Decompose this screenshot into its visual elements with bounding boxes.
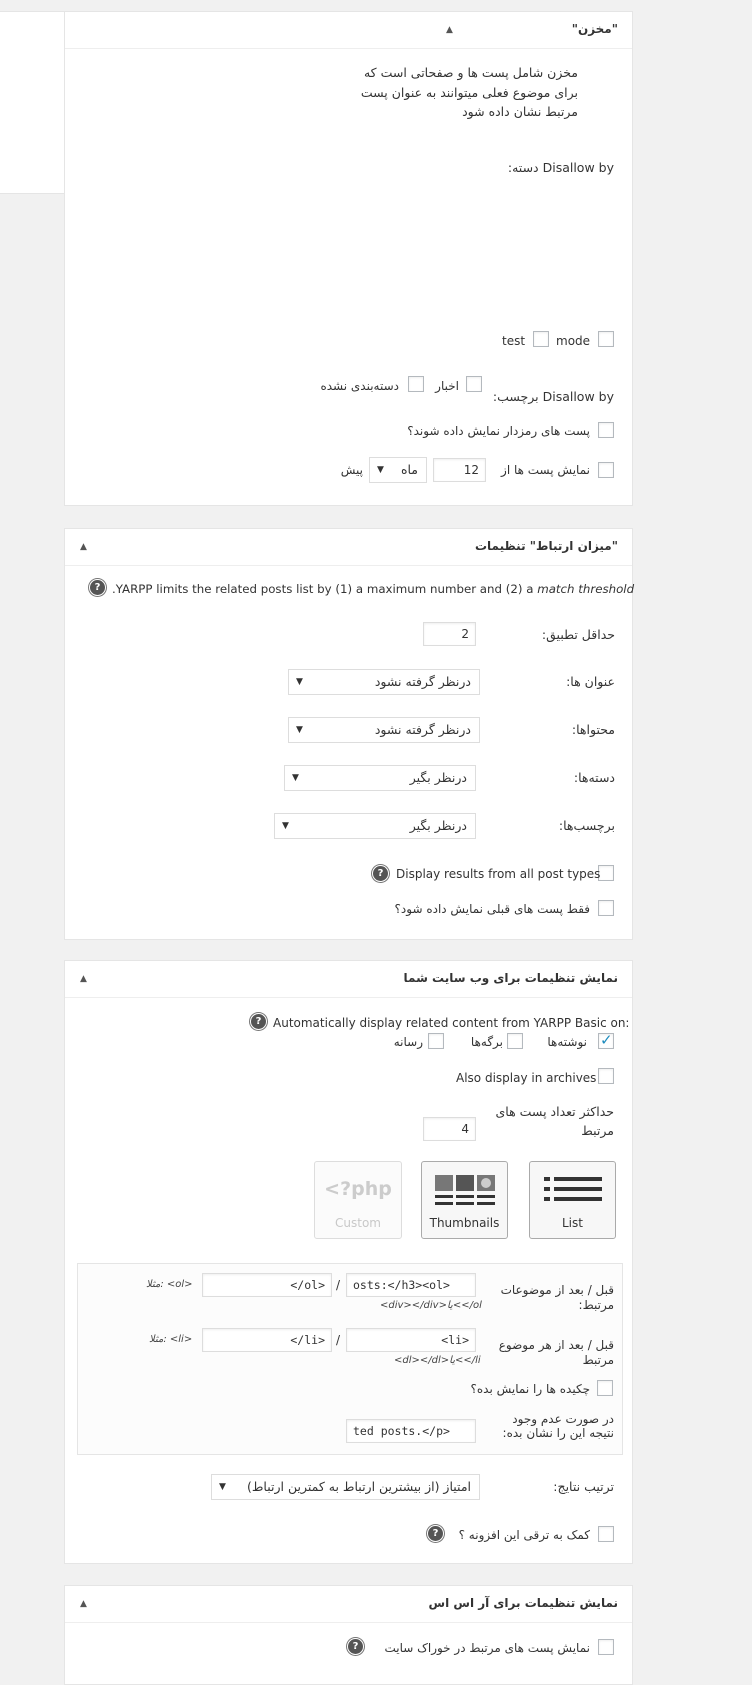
- panel-title: نمایش تنظیمات برای وب سایت شما: [403, 971, 618, 985]
- panel-title: "مخزن": [571, 22, 618, 36]
- max-posts-label: حداکثر تعداد پست های مرتبط: [495, 1104, 614, 1138]
- category-label-mode: mode: [556, 334, 591, 348]
- chevron-down-icon: ▼: [292, 773, 299, 783]
- help-icon[interactable]: ?: [348, 1639, 363, 1654]
- category-label-test: test: [502, 334, 526, 348]
- rss-display-label: نمایش پست های مرتبط در خوراک سایت: [384, 1641, 590, 1655]
- order-select[interactable]: [211, 1474, 480, 1500]
- disallow-tag-label: Disallow by برچسب:: [492, 389, 614, 404]
- chevron-down-icon: ▼: [282, 821, 289, 831]
- titles-label: عنوان ها:: [566, 674, 615, 689]
- display-panel-header[interactable]: [65, 961, 632, 998]
- chevron-down-icon: ▼: [219, 1482, 226, 1492]
- php-icon: <?php: [324, 1178, 392, 1200]
- collapse-arrow-icon[interactable]: ▲: [80, 974, 87, 984]
- show-password-posts-checkbox[interactable]: [598, 422, 614, 438]
- before-after-related-label: قبل / بعد از موضوعات مرتبط:: [500, 1283, 614, 1312]
- tag-checkbox-news[interactable]: [466, 376, 482, 392]
- show-password-posts-label: پست های رمزدار نمایش داده شوند؟: [407, 424, 590, 438]
- template-custom-button[interactable]: [314, 1161, 402, 1239]
- match-threshold-label: حداقل تطبیق:: [541, 627, 615, 642]
- thumbnails-icon: [435, 1175, 495, 1209]
- archives-checkbox[interactable]: [598, 1068, 614, 1084]
- recent-number-input[interactable]: 12: [433, 458, 486, 482]
- relatedness-panel-header[interactable]: [65, 529, 632, 566]
- post-type-checkbox-media[interactable]: [428, 1033, 444, 1049]
- post-type-label-media: رسانه: [393, 1035, 423, 1049]
- collapse-arrow-icon[interactable]: ▲: [80, 542, 87, 552]
- recent-prefix-label: نمایش پست ها از: [501, 463, 590, 477]
- post-type-checkbox-pages[interactable]: [507, 1033, 523, 1049]
- panel-title: نمایش تنظیمات برای آر اس اس: [428, 1596, 618, 1610]
- related-hint: <div></div>یا<</ol: [380, 1300, 482, 1311]
- show-excerpt-checkbox[interactable]: [597, 1380, 613, 1396]
- chevron-down-icon: ▼: [296, 725, 303, 735]
- recent-only-checkbox[interactable]: [598, 462, 614, 478]
- rss-panel: [64, 1585, 633, 1685]
- recent-suffix-label: پیش: [340, 463, 363, 477]
- post-type-label-pages: برگه‌ها: [470, 1035, 503, 1049]
- auto-display-label: Automatically display related content from YARPP Basic on:: [273, 1016, 630, 1030]
- order-value: امتیاز (از بیشترین ارتباط به کمترین ارتباط): [246, 1479, 471, 1494]
- help-icon[interactable]: ?: [428, 1526, 443, 1541]
- tags-select[interactable]: [274, 813, 476, 839]
- collapse-arrow-icon[interactable]: ▲: [446, 25, 453, 35]
- after-related-input[interactable]: </ol>: [202, 1273, 332, 1297]
- post-type-label-posts: نوشته‌ها: [547, 1035, 587, 1049]
- pool-description: مخزن شامل پست ها و صفحاتی است که برای موضوع فعلی میتوانند به عنوان پست مرتبط نشان داده شود: [360, 65, 578, 119]
- show-excerpt-label: چکیده ها را نمایش بده؟: [470, 1382, 590, 1396]
- each-example: مثلا: <li>: [149, 1334, 193, 1345]
- template-thumbnails-button[interactable]: [421, 1161, 508, 1239]
- titles-value: درنظر گرفته نشود: [374, 674, 471, 689]
- rss-panel-header[interactable]: [65, 1586, 632, 1623]
- tag-label-uncategorized: دسته‌بندی نشده: [320, 379, 399, 393]
- related-example: مثلا: <ol>: [146, 1279, 193, 1290]
- help-icon[interactable]: ?: [90, 580, 105, 595]
- template-label-custom: Custom: [335, 1216, 381, 1230]
- separator: /: [336, 1278, 341, 1292]
- recent-unit-value: ماه: [400, 462, 418, 477]
- promote-checkbox[interactable]: [598, 1526, 614, 1542]
- panel-title: "میزان ارتباط" تنظیمات: [474, 539, 618, 553]
- cross-post-label: Display results from all post types: [396, 867, 601, 881]
- category-checkbox-test[interactable]: [533, 331, 549, 347]
- post-type-checkbox-posts[interactable]: [598, 1033, 614, 1049]
- tags-value: درنظر بگیر: [409, 818, 467, 833]
- each-hint: <dl></dl>یا<</li: [394, 1355, 481, 1366]
- category-checkbox-mode[interactable]: [598, 331, 614, 347]
- tag-label-news: اخبار: [435, 379, 459, 393]
- bodies-value: درنظر گرفته نشود: [374, 722, 471, 737]
- promote-label: کمک به ترقی این افزونه ؟: [458, 1528, 590, 1542]
- template-label-list: List: [562, 1216, 583, 1230]
- categories-value: درنظر بگیر: [409, 770, 467, 785]
- pool-panel-header[interactable]: [65, 12, 632, 49]
- chevron-down-icon: ▼: [296, 677, 303, 687]
- rss-display-checkbox[interactable]: [598, 1639, 614, 1655]
- intro-text: YARPP limits the related posts list by (1) a maximum number and (2) a: [115, 582, 534, 596]
- order-label: ترتیب نتایج:: [553, 1479, 614, 1494]
- tag-checkbox-uncategorized[interactable]: [408, 376, 424, 392]
- before-related-input[interactable]: osts:</h3><ol>: [346, 1273, 476, 1297]
- list-icon: [544, 1176, 602, 1206]
- collapse-arrow-icon[interactable]: ▲: [80, 1599, 87, 1609]
- bodies-select[interactable]: [288, 717, 480, 743]
- help-icon[interactable]: ?: [251, 1014, 266, 1029]
- chevron-down-icon: ▼: [377, 465, 384, 475]
- after-each-input[interactable]: </li>: [202, 1328, 332, 1352]
- match-threshold-input[interactable]: 2: [423, 622, 476, 646]
- bodies-label: محتواها:: [571, 722, 615, 737]
- help-icon[interactable]: ?: [373, 866, 388, 881]
- tags-label: برچسب‌ها:: [558, 818, 615, 833]
- categories-select[interactable]: [284, 765, 476, 791]
- relatedness-intro: [112, 582, 634, 596]
- past-only-label: فقط پست های قبلی نمایش داده شود؟: [394, 902, 590, 916]
- titles-select[interactable]: [288, 669, 480, 695]
- past-only-checkbox[interactable]: [598, 900, 614, 916]
- before-each-input[interactable]: <li>: [346, 1328, 476, 1352]
- template-list-button[interactable]: [529, 1161, 616, 1239]
- separator: /: [336, 1333, 341, 1347]
- template-label-thumbnails: Thumbnails: [429, 1216, 500, 1230]
- categories-label: دسته‌ها:: [573, 770, 615, 785]
- before-after-each-label: قبل / بعد از هر موضوع مرتبط: [498, 1338, 614, 1367]
- no-results-label: در صورت عدم وجود نتیجه این را نشان بده:: [502, 1412, 614, 1440]
- disallow-category-label: Disallow by دسته:: [507, 160, 614, 175]
- max-posts-input[interactable]: 4: [423, 1117, 476, 1141]
- intro-end: .: [112, 582, 116, 596]
- intro-em: match threshold: [537, 582, 635, 596]
- recent-unit-select[interactable]: [369, 457, 427, 483]
- archives-label: Also display in archives: [456, 1071, 597, 1085]
- no-results-input[interactable]: ted posts.</p>: [346, 1419, 476, 1443]
- sidebar-widget: [0, 11, 65, 194]
